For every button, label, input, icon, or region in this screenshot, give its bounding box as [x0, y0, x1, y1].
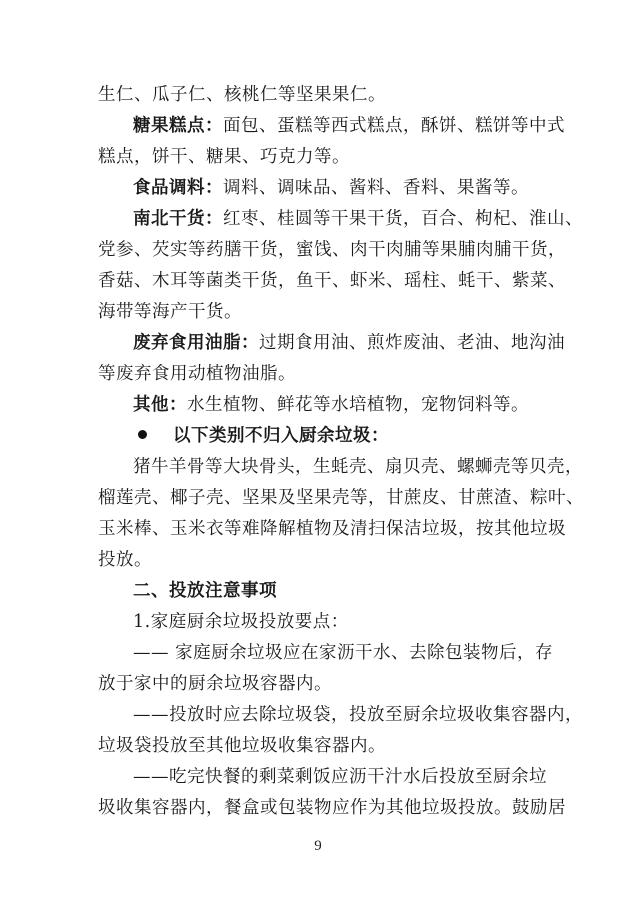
- text-line: 放于家中的厨余垃圾容器内。: [98, 674, 332, 694]
- category-candy: [98, 111, 565, 142]
- category-label: 食品调料：: [133, 178, 223, 198]
- section-heading: 二、投放注意事项: [133, 581, 277, 601]
- category-seasoning: [98, 173, 543, 204]
- category-label: 其他：: [133, 395, 187, 415]
- text-line: 海带等海产干货。: [98, 302, 242, 322]
- text-line: 圾收集容器内，餐盒或包装物应作为其他垃圾投放。鼓励居: [98, 798, 566, 818]
- category-label: 糖果糕点：: [133, 116, 223, 136]
- category-label: 南北干货：: [133, 209, 223, 229]
- text-line: 糕点，饼干、糖果、巧克力等。: [98, 147, 350, 167]
- category-text: 水生植物、鲜花等水培植物，宠物饲料等。: [187, 395, 529, 415]
- excluded-heading-line: [98, 421, 543, 452]
- text-line: 生仁、瓜子仁、核桃仁等坚果果仁。: [98, 85, 386, 105]
- category-text: 过期食用油、煎炸废油、老油、地沟油: [259, 333, 565, 353]
- subsection-heading: 1.家庭厨余垃圾投放要点：: [133, 612, 349, 632]
- text-line: —— 家庭厨余垃圾应在家沥干水、去除包装物后，存: [133, 643, 554, 663]
- text-line: 党参、芡实等药膳干货，蜜饯、肉干肉脯等果脯肉脯干货，: [98, 240, 566, 260]
- category-text: 红枣、桂圆等干果干货，百合、枸杞、淮山、: [223, 209, 583, 229]
- bullet-icon: [138, 430, 147, 439]
- text-line: 香菇、木耳等菌类干货，鱼干、虾米、瑶柱、蚝干、紫菜、: [98, 271, 566, 291]
- category-text: 调料、调味品、酱料、香料、果酱等。: [223, 178, 529, 198]
- document-body: [98, 80, 584, 824]
- text-line: ——吃完快餐的剩菜剩饭应沥干汁水后投放至厨余垃: [133, 767, 547, 787]
- text-line: 投放。: [98, 550, 152, 570]
- category-dried-goods: [98, 204, 583, 235]
- category-waste-oil: [98, 328, 565, 359]
- text-line: 玉米棒、玉米衣等难降解植物及清扫保洁垃圾，按其他垃圾: [98, 519, 566, 539]
- text-line: 垃圾袋投放至其他垃圾收集容器内。: [98, 736, 386, 756]
- text-line: 榴莲壳、椰子壳、坚果及坚果壳等，甘蔗皮、甘蔗渣、粽叶、: [98, 488, 584, 508]
- category-other: [98, 390, 543, 421]
- category-label: 废弃食用油脂：: [133, 333, 259, 353]
- excluded-heading: 以下类别不归入厨余垃圾：: [173, 426, 389, 446]
- category-text: 面包、蛋糕等西式糕点，酥饼、糕饼等中式: [223, 116, 565, 136]
- text-line: ——投放时应去除垃圾袋，投放至厨余垃圾收集容器内，: [133, 705, 583, 725]
- page-number: 9: [314, 838, 322, 854]
- text-line: 等废弃食用动植物油脂。: [98, 364, 296, 384]
- text-line: 猪牛羊骨等大块骨头，生蚝壳、扇贝壳、螺蛳壳等贝壳，: [133, 457, 583, 477]
